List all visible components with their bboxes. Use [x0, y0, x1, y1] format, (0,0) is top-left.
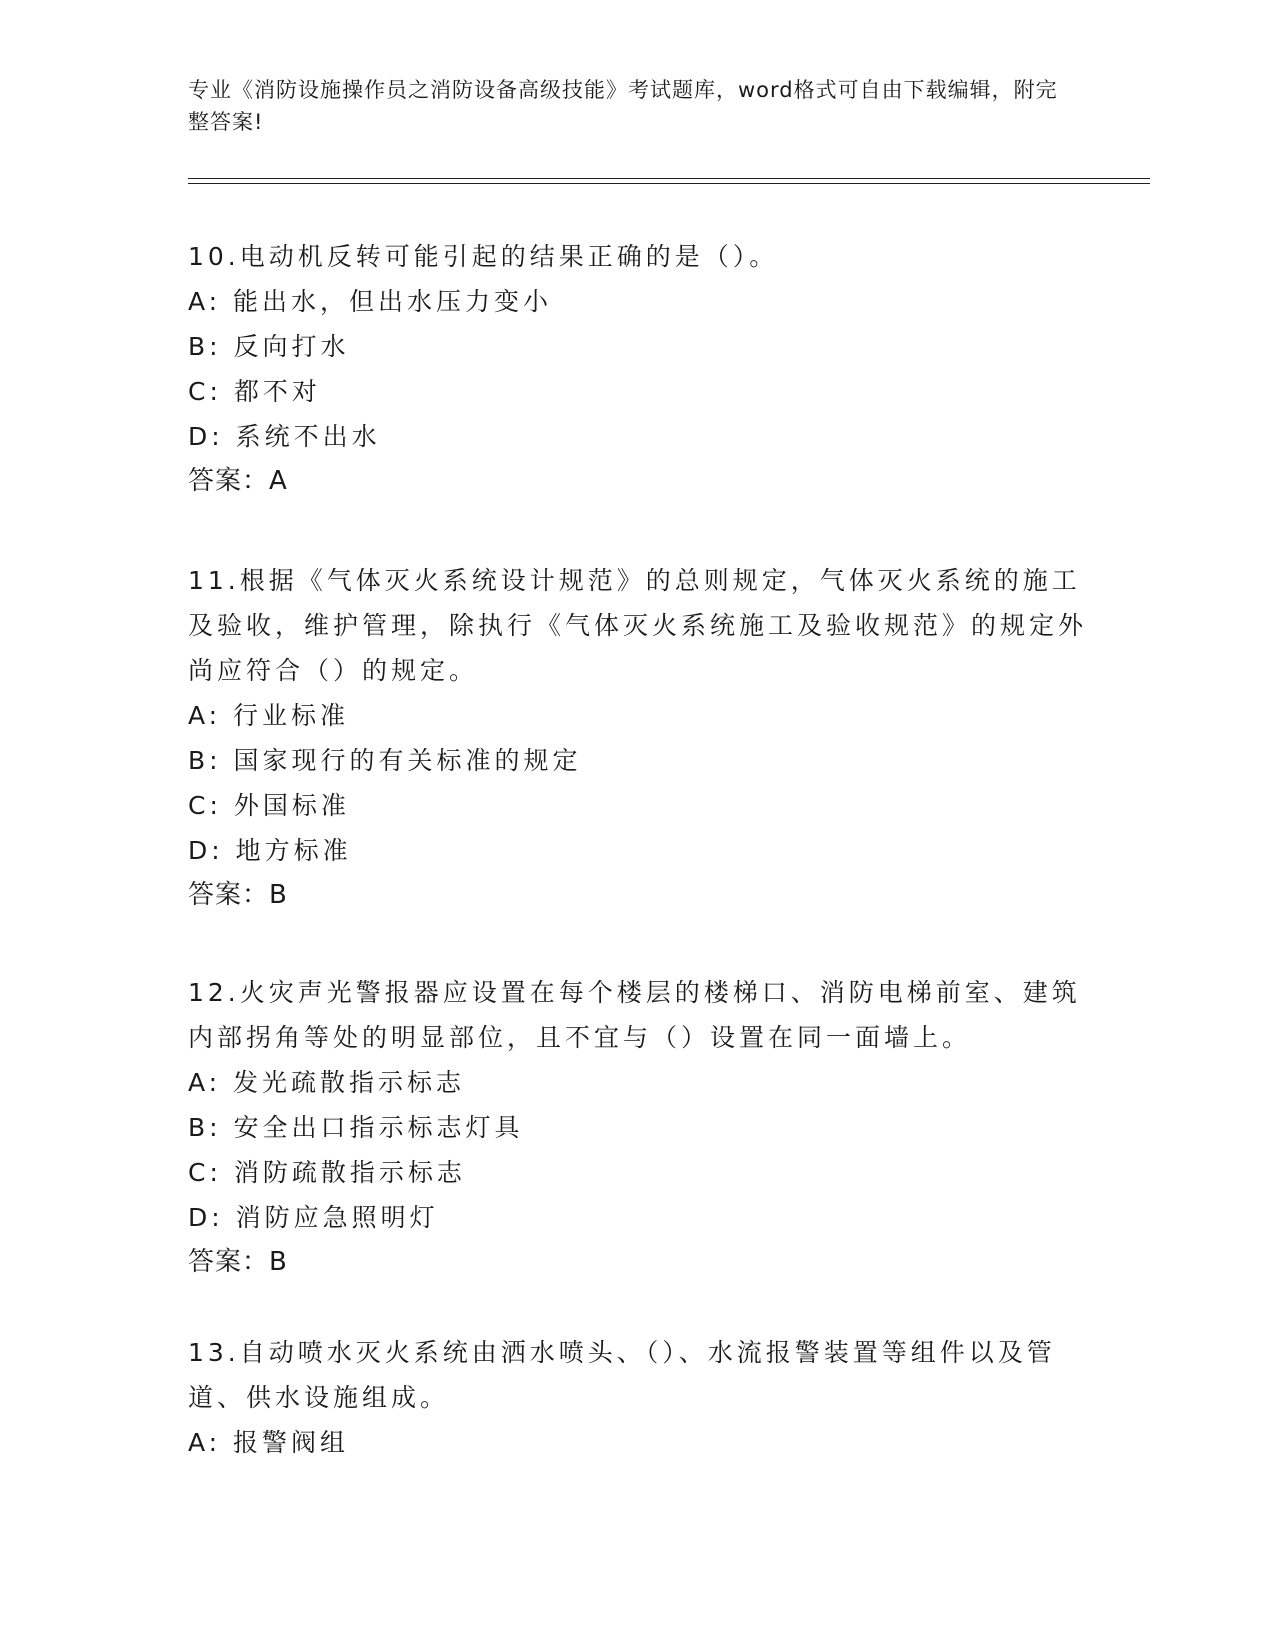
option-a: A: 报警阀组	[188, 1428, 350, 1457]
option-d: D: 消防应急照明灯	[188, 1203, 439, 1232]
option-b: B: 反向打水	[188, 332, 350, 361]
question-12	[188, 970, 1088, 1285]
option-b: B: 安全出口指示标志灯具	[188, 1113, 524, 1142]
option-d: D: 地方标准	[188, 836, 352, 865]
question-13	[188, 1330, 1088, 1465]
question-stem: 11.根据《气体灭火系统设计规范》的总则规定，气体灭火系统的施工及验收，维护管理，除执行《气体灭火系统施工及验收规范》的规定外尚应符合（）的规定。	[188, 566, 1088, 685]
answer: 答案：B	[188, 880, 288, 910]
option-c: C: 消防疏散指示标志	[188, 1158, 466, 1187]
question-11	[188, 558, 1088, 918]
question-stem: 10.电动机反转可能引起的结果正确的是（）。	[188, 242, 779, 271]
document-header-note: 专业《消防设施操作员之消防设备高级技能》考试题库，word格式可自由下载编辑，附完整答案!	[188, 78, 1058, 134]
question-stem: 13.自动喷水灭火系统由洒水喷头、（）、水流报警装置等组件以及管道、供水设施组成。	[188, 1338, 1056, 1412]
option-c: C: 都不对	[188, 377, 321, 406]
option-b: B: 国家现行的有关标准的规定	[188, 746, 582, 775]
option-d: D: 系统不出水	[188, 422, 381, 451]
question-10	[188, 234, 1088, 504]
answer: 答案：B	[188, 1247, 288, 1277]
header-divider-bottom	[188, 183, 1150, 184]
answer: 答案：A	[188, 466, 288, 496]
header-divider-top	[188, 178, 1150, 179]
question-stem: 12.火灾声光警报器应设置在每个楼层的楼梯口、消防电梯前室、建筑内部拐角等处的明显部位，且不宜与（）设置在同一面墙上。	[188, 978, 1081, 1052]
option-c: C: 外国标准	[188, 791, 350, 820]
option-a: A: 发光疏散指示标志	[188, 1068, 466, 1097]
option-a: A: 行业标准	[188, 701, 350, 730]
option-a: A: 能出水，但出水压力变小	[188, 287, 553, 316]
